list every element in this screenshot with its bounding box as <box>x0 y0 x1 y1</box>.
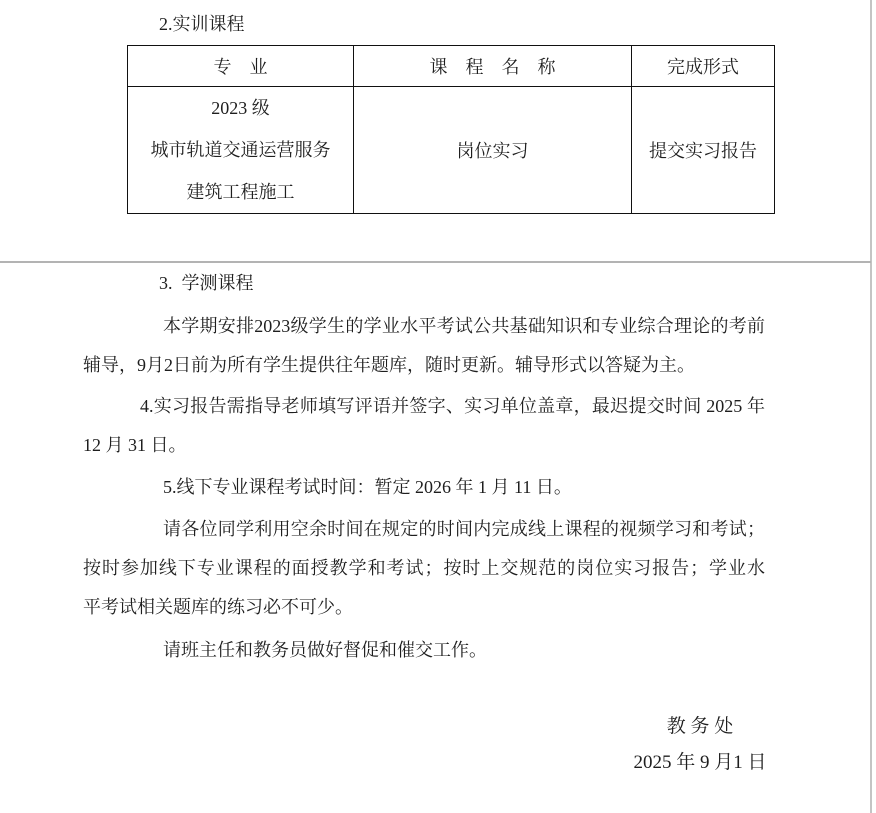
signature-date: 2025 年 9 月1 日 <box>633 752 767 773</box>
table-header-course-name: 课 程 名 称 <box>354 46 632 87</box>
paragraph-assessment-intro <box>83 307 765 385</box>
cell-major <box>128 87 354 214</box>
paragraph-line: 平考试相关题库的练习必不可少。 <box>83 597 353 617</box>
page-two-content <box>83 270 765 670</box>
table-header-row <box>128 46 775 87</box>
page-break-divider <box>0 261 871 263</box>
paragraph-line: 请班主任和教务员做好督促和催交工作。 <box>163 640 487 660</box>
paragraph-line: 5.线下专业课程考试时间：暂定 2026 年 1 月 11 日。 <box>163 477 572 497</box>
major-urban-rail-line: 城市轨道交通运营服务 <box>150 140 331 160</box>
paragraph-report-requirements <box>83 387 765 465</box>
paragraph-line: 按时参加线下专业课程的面授教学和考试；按时上交规范的岗位实习报告；学业水 <box>83 558 765 578</box>
major-construction-line: 建筑工程施工 <box>186 182 295 202</box>
paragraph-student-reminder <box>83 510 765 627</box>
table-header-completion-form: 完成形式 <box>632 46 775 87</box>
signature-block <box>560 712 840 778</box>
paragraph-line: 12 月 31 日。 <box>83 435 187 455</box>
heading-assessment-courses: 3. 学测课程 <box>159 273 254 293</box>
training-courses-table <box>127 45 775 214</box>
paragraph-line: 辅导，9月2日前为所有学生提供往年题库，随时更新。辅导形式以答疑为主。 <box>83 355 695 375</box>
paragraph-line: 请各位同学利用空余时间在规定的时间内完成线上课程的视频学习和考试； <box>163 519 765 539</box>
cell-course-name: 岗位实习 <box>354 87 632 214</box>
page-right-edge-line <box>870 0 872 813</box>
paragraph-teacher-reminder <box>83 631 765 670</box>
heading-training-courses: 2.实训课程 <box>159 14 245 34</box>
table-header-major: 专 业 <box>128 46 354 87</box>
table-row <box>128 87 775 214</box>
paragraph-line: 4.实习报告需指导老师填写评语并签字、实习单位盖章，最迟提交时间 2025 年 <box>140 396 765 416</box>
major-grade-line: 2023 级 <box>211 98 270 118</box>
signature-issuer: 教 务 处 <box>666 716 734 737</box>
cell-completion-form: 提交实习报告 <box>632 87 775 214</box>
paragraph-line: 本学期安排2023级学生的学业水平考试公共基础知识和专业综合理论的考前 <box>163 316 765 336</box>
paragraph-offline-exam-time <box>83 468 765 507</box>
